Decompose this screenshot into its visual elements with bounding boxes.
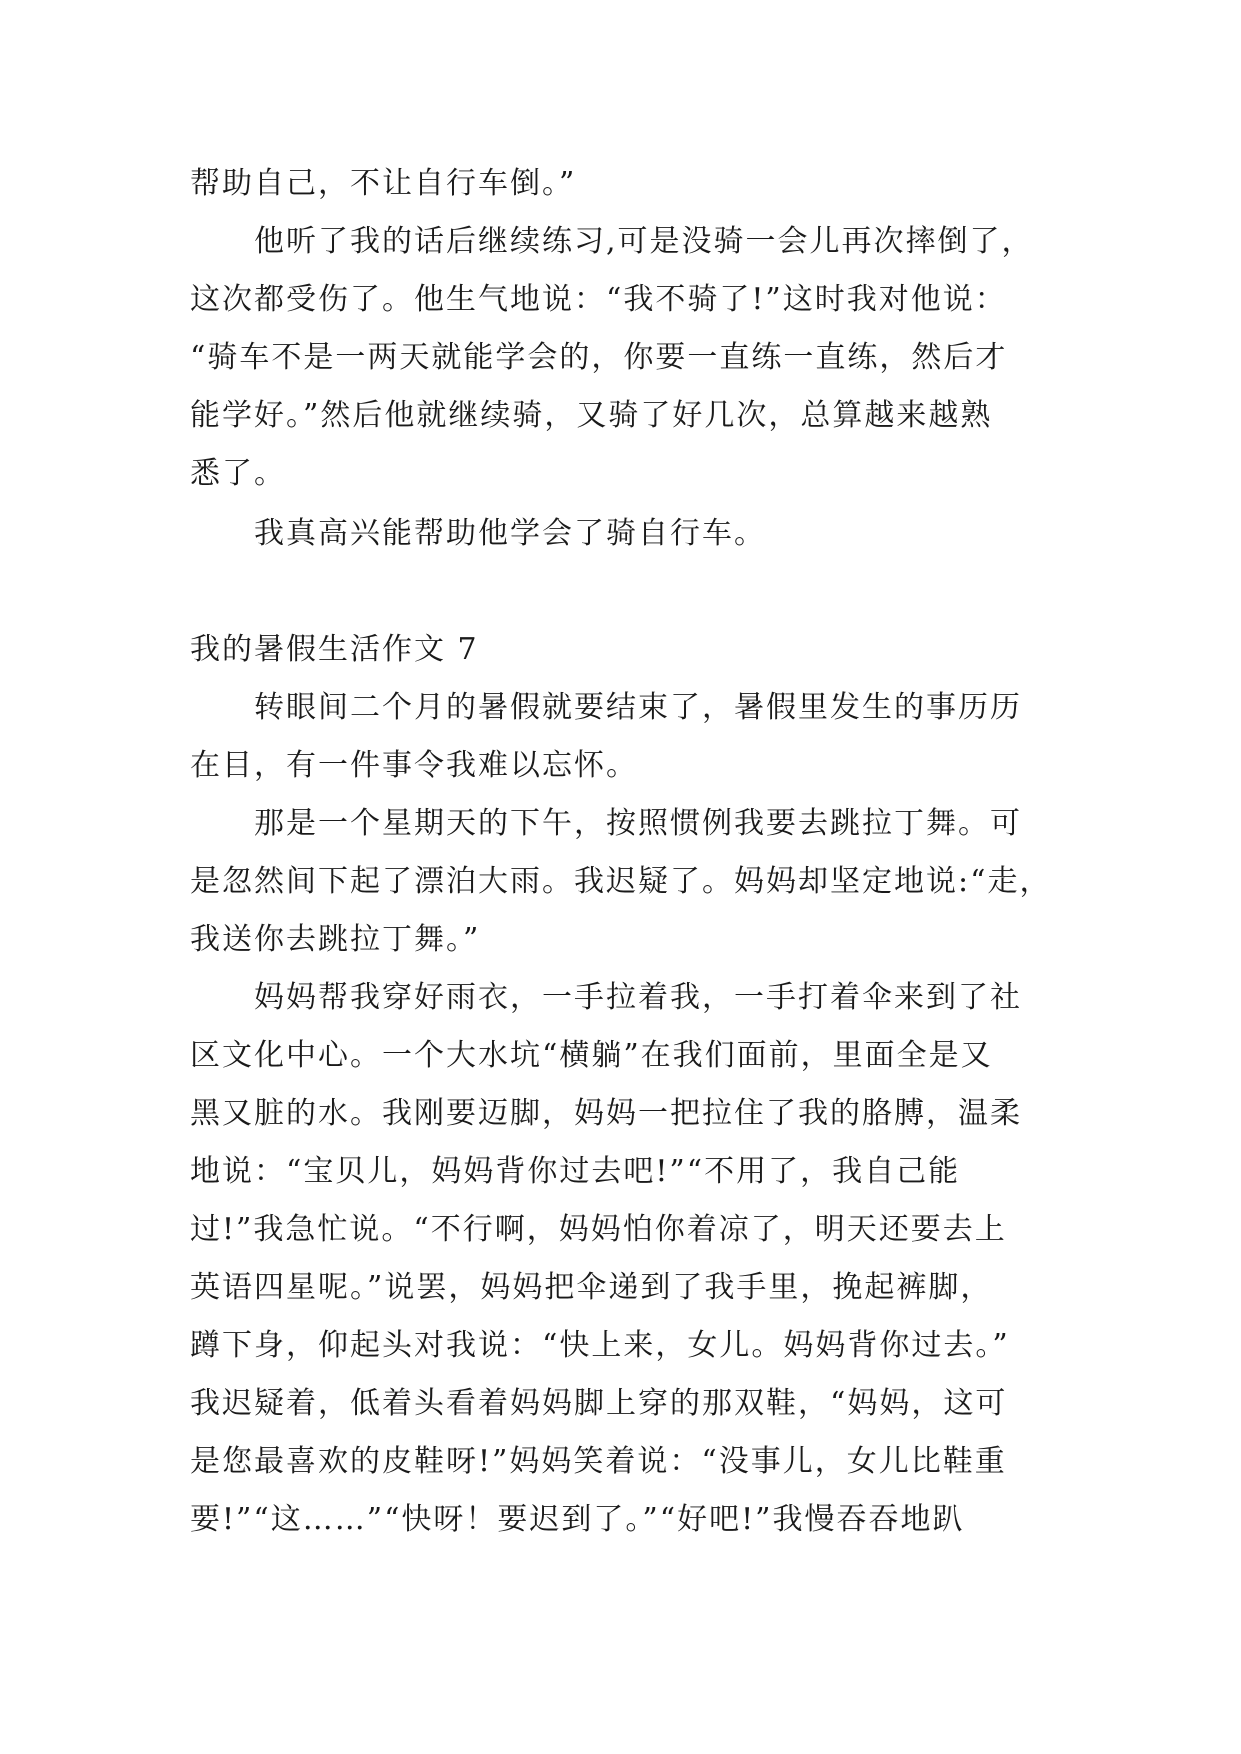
- text-line: 蹲下身，仰起头对我说：“快上来，女儿。妈妈背你过去。”: [190, 1328, 1010, 1363]
- text-line: 能学好。”然后他就继续骑，又骑了好几次，总算越来越熟: [190, 398, 993, 433]
- text-line: 我迟疑着，低着头看着妈妈脚上穿的那双鞋，“妈妈，这可: [190, 1386, 1008, 1421]
- text-line: 区文化中心。一个大水坑“横躺”在我们面前，里面全是又: [190, 1038, 993, 1073]
- text-line: 我送你去跳拉丁舞。”: [190, 922, 481, 957]
- text-line: 悉了。: [190, 456, 286, 491]
- section-heading: 我的暑假生活作文 7: [190, 632, 479, 667]
- paragraph-line: 转眼间二个月的暑假就要结束了，暑假里发生的事历历: [254, 690, 1022, 725]
- text-line: 是您最喜欢的皮鞋呀!”妈妈笑着说：“没事儿，女儿比鞋重: [190, 1444, 1007, 1479]
- text-line: 这次都受伤了。他生气地说：“我不骑了!”这时我对他说：: [190, 282, 1007, 317]
- text-line: 地说：“宝贝儿，妈妈背你过去吧!”“不用了，我自己能: [190, 1154, 961, 1189]
- text-line: 在目，有一件事令我难以忘怀。: [190, 748, 638, 783]
- text-line: 黑又脏的水。我刚要迈脚，妈妈一把拉住了我的胳膊，温柔: [190, 1096, 1022, 1131]
- text-line: 要!”“这……”“快呀！要迟到了。”“好吧!”我慢吞吞地趴: [190, 1502, 965, 1537]
- text-line: 过!”我急忙说。“不行啊，妈妈怕你着凉了，明天还要去上: [190, 1212, 1007, 1247]
- paragraph-line: 他听了我的话后继续练习,可是没骑一会儿再次摔倒了，: [254, 224, 1034, 259]
- paragraph-line: 妈妈帮我穿好雨衣，一手拉着我，一手打着伞来到了社: [254, 980, 1022, 1015]
- text-line: “骑车不是一两天就能学会的，你要一直练一直练，然后才: [190, 340, 1008, 375]
- text-line: 帮助自己，不让自行车倒。”: [190, 166, 577, 201]
- text-line: 英语四星呢。”说罢，妈妈把伞递到了我手里，挽起裤脚，: [190, 1270, 993, 1305]
- paragraph-line: 那是一个星期天的下午，按照惯例我要去跳拉丁舞。可: [254, 806, 1022, 841]
- text-line: 是忽然间下起了漂泊大雨。我迟疑了。妈妈却坚定地说:“走，: [190, 864, 1052, 899]
- paragraph-line: 我真高兴能帮助他学会了骑自行车。: [254, 516, 766, 551]
